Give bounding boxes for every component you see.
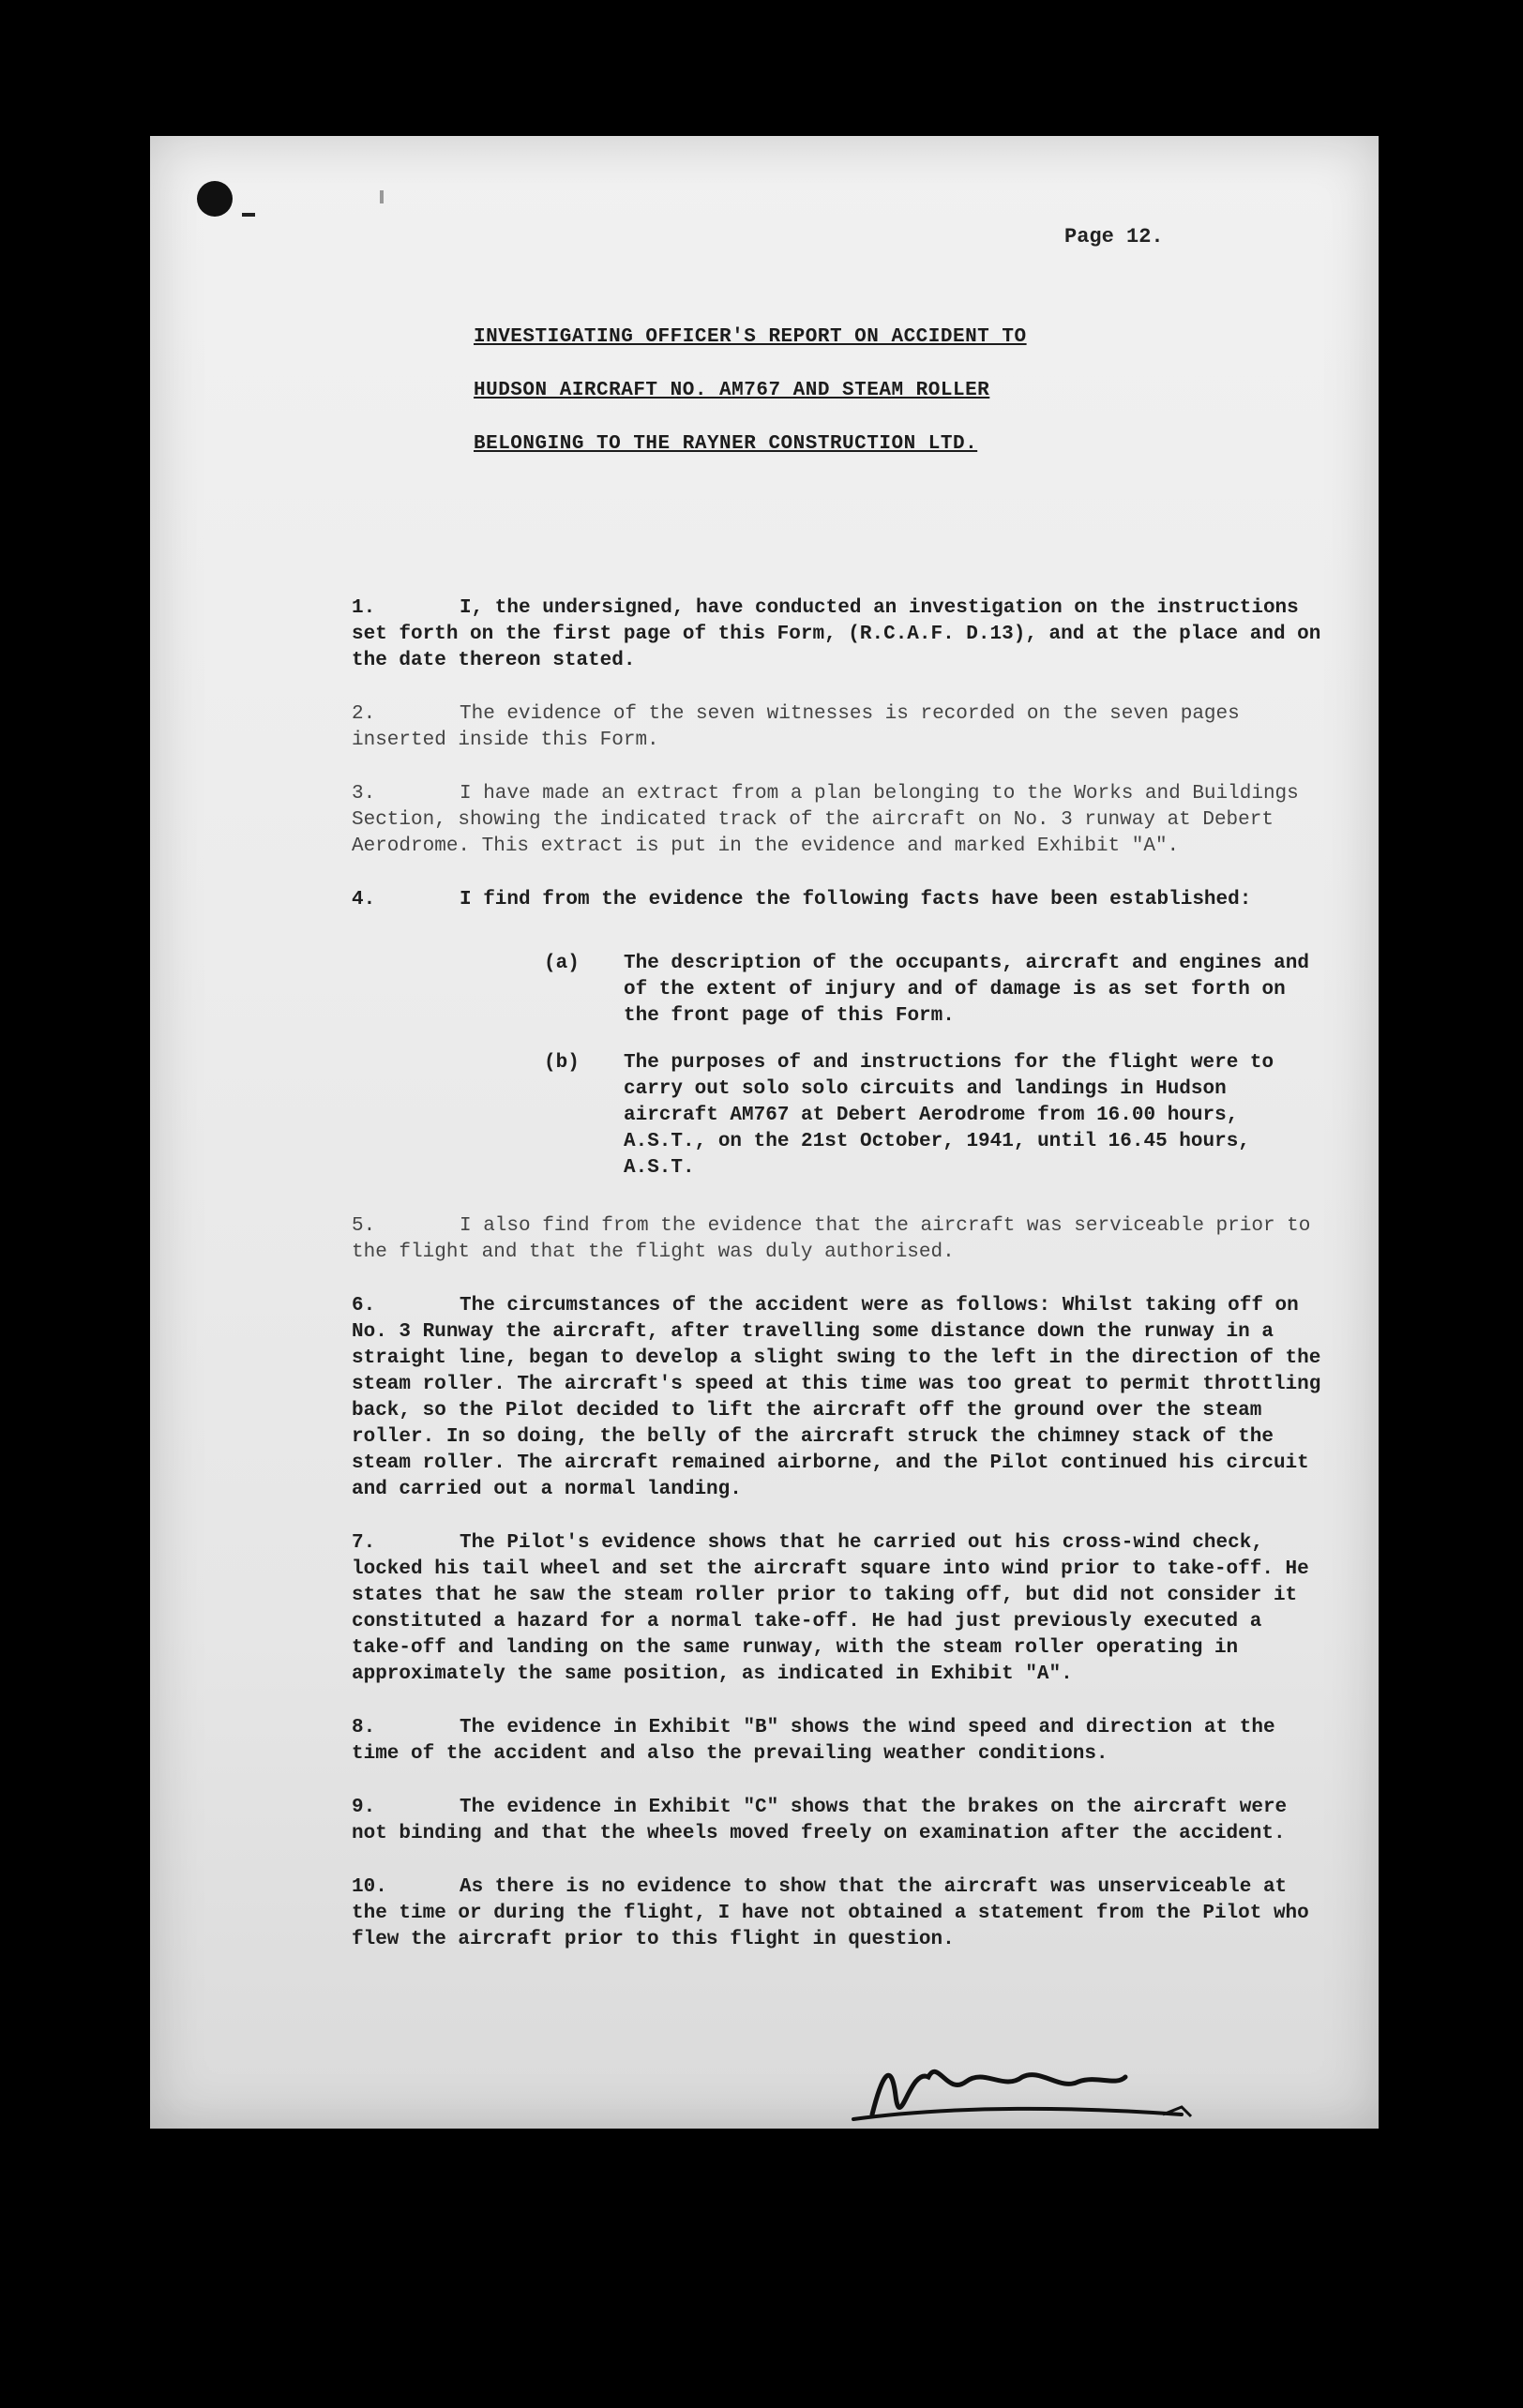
- paragraph-6: 6. The circumstances of the accident were as follows: Whilst taking off on No. 3 Runway the aircraft, after travelling some distance down the runway in a straight line, began to develop a slight swing to the left in the direction of the steam roller. The aircraft's speed at this time was too great to permit throttling back, so the Pilot decided to lift the aircraft off the ground over the steam roller. In so doing, the belly of the aircraft struck the chimney stack of the steam roller. The aircraft remained airborne, and the Pilot continued his circuit and carried out a normal landing.: [352, 1295, 1321, 1500]
- paragraph-1: 1. I, the undersigned, have conducted an investigation on the instructions set forth on the first page of this Form, (R.C.A.F. D.13), and at the place and on the date thereon stated.: [352, 597, 1321, 671]
- title-line-1: INVESTIGATING OFFICER'S REPORT ON ACCIDENT TO: [474, 326, 1027, 348]
- paragraph-5: 5. I also find from the evidence that the aircraft was serviceable prior to the flight and that the flight was duly authorised.: [352, 1215, 1311, 1263]
- sub-item-b: (b) The purposes of and instructions for the flight were to carry out solo solo circuits and landings in Hudson aircraft AM767 at Debert Aerodrome from 16.00 hours, A.S.T., on the 21st October, 1941, until 16.45 hours, A.S.T.: [544, 1052, 1274, 1179]
- paragraph-3: 3. I have made an extract from a plan belonging to the Works and Buildings Section, showing the indicated track of the aircraft on No. 3 runway at Debert Aerodrome. This extract is put in the evidence and marked Exhibit "A".: [352, 783, 1299, 857]
- page-tick-mark: [380, 190, 384, 203]
- sub-item-a: (a) The description of the occupants, aircraft and engines and of the extent of injury and of damage is as set forth on the front page of this Form.: [544, 953, 1309, 1027]
- report-title: [474, 324, 1224, 484]
- paragraph-7: 7. The Pilot's evidence shows that he carried out his cross-wind check, locked his tail wheel and set the aircraft square into wind prior to take-off. He states that he saw the steam roller prior to taking off, but did not consider it constituted a hazard for a normal take-off. He had just previously executed a take-off and landing on the same runway, with the steam roller operating in approximately the same position, as indicated in Exhibit "A".: [352, 1532, 1309, 1685]
- paragraph-9: 9. The evidence in Exhibit "C" shows that the brakes on the aircraft were not binding and that the wheels moved freely on examination after the accident.: [352, 1797, 1288, 1844]
- title-line-3: BELONGING TO THE RAYNER CONSTRUCTION LTD.: [474, 433, 978, 455]
- handwritten-signature: [844, 2039, 1238, 2124]
- punch-hole-mark: [242, 213, 255, 217]
- title-line-2: HUDSON AIRCRAFT NO. AM767 AND STEAM ROLLER: [474, 380, 990, 401]
- paragraph-8: 8. The evidence in Exhibit "B" shows the wind speed and direction at the time of the accident and also the prevailing weather conditions.: [352, 1717, 1275, 1765]
- paragraph-10: 10. As there is no evidence to show that the aircraft was unserviceable at the time or during the flight, I have not obtained a statement from the Pilot who flew the aircraft prior to this flight in question.: [352, 1876, 1309, 1950]
- report-body: [352, 595, 1327, 1980]
- punch-hole: [197, 181, 233, 217]
- paragraph-2: 2. The evidence of the seven witnesses is recorded on the seven pages inserted inside this Form.: [352, 703, 1240, 751]
- document-page: [150, 136, 1379, 2129]
- paragraph-4: 4. I find from the evidence the following facts have been established:: [352, 889, 1252, 911]
- page-number: Page 12.: [1064, 225, 1164, 248]
